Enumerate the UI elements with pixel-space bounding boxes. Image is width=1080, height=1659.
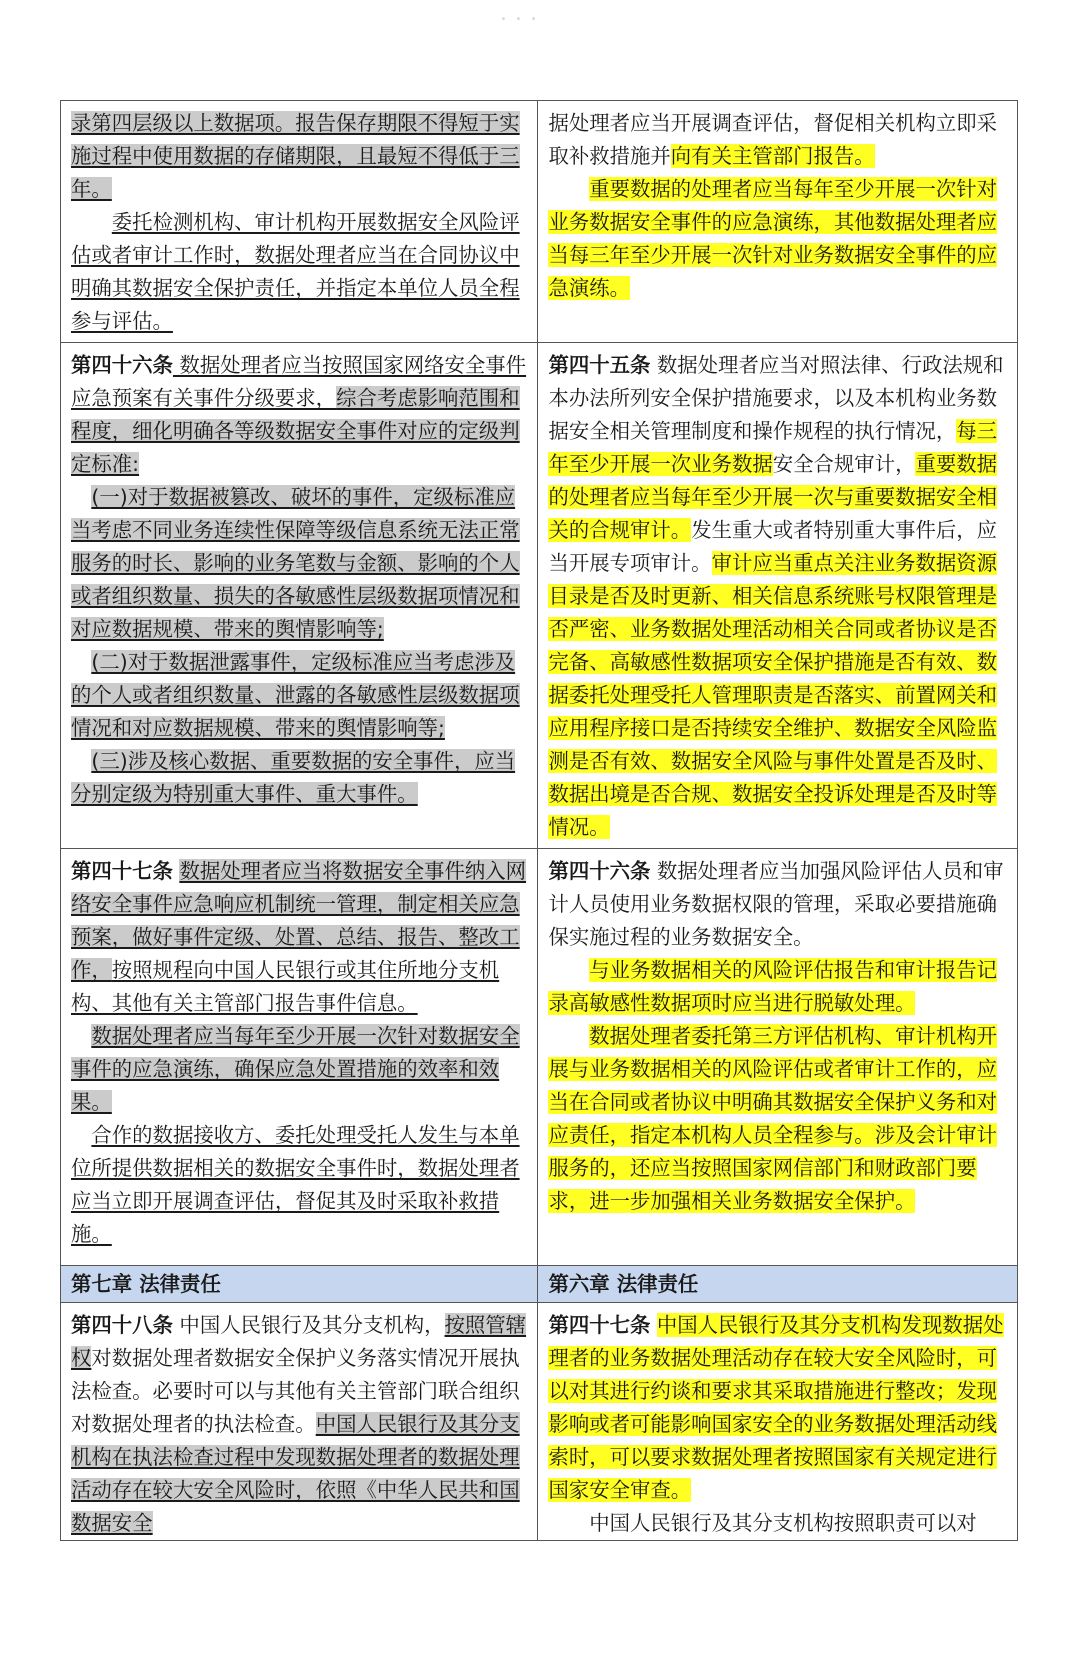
underlined-text: 数据处理者应当按照国家网络安全事件应急预案有关事件分级要求，: [71, 353, 527, 410]
paragraph: [548, 1507, 1007, 1540]
article-number: 第四十五条: [548, 353, 651, 377]
underlined-text: 合作的数据接收方、委托处理受托人发生与本单位所提供数据相关的数据安全事件时，数据处理者应当立即开展调查评估，督促其及时采取补救措施。: [71, 1123, 520, 1246]
text-run: 对数据处理者数据安全保护义务落实情况开展执法检查。必要时可以与其他有关主管部门联合组织对数据处理者的执法检查。: [71, 1346, 520, 1436]
added-text-highlight: 审计应当重点关注业务数据资源目录是否及时更新、相关信息系统账号权限管理是否严密、业务数据处理活动相关合同或者协议是否完备、高敏感性数据项安全保护措施是否有效、数据委托处理受托人管理职责是否落实、前置网关和应用程序接口是否持续安全维护、数据安全风险监测是否有效、数据安全风险与事件处置是否及时、数据出境是否合规、数据安全投诉处理是否及时等情况。: [548, 551, 998, 839]
paragraph: [548, 855, 1007, 954]
deleted-text-highlight: 中国人民银行及其分支机构在执法检查过程中发现数据处理者的数据处理活动存在较大安全风险时，依照《中华人民共和国数据安全: [71, 1412, 520, 1535]
underlined-text: 按照规程向中国人民银行或其住所地分支机构、其他有关主管部门报告事件信息。: [71, 958, 500, 1015]
paragraph: [548, 954, 1007, 1020]
text-run: 安全合规审计，: [772, 452, 916, 476]
paragraph: [548, 107, 1007, 173]
added-text-highlight: 重要数据的处理者应当每年至少开展一次针对业务数据安全事件的应急演练，其他数据处理者应当每三年至少开展一次针对业务数据安全事件的应急演练。: [548, 177, 998, 300]
left-column-cell: [61, 343, 538, 849]
deleted-text-highlight: 综合考虑影响范围和程度，细化明确各等级数据安全事件对应的定级判定标准:: [71, 386, 520, 476]
paragraph: [71, 1119, 527, 1251]
left-column-cell: [61, 101, 538, 343]
article-number: 第四十七条: [548, 1313, 651, 1337]
deleted-text-highlight: (三)涉及核心数据、重要数据的安全事件，应当分别定级为特别重大事件、重大事件。: [71, 749, 516, 806]
added-text-highlight: 向有关主管部门报告。: [670, 144, 875, 168]
paragraph: [71, 1309, 527, 1540]
article-number: 第四十六条: [71, 353, 173, 377]
table-row: [61, 343, 1018, 849]
deleted-text-highlight: 按照管辖权: [71, 1313, 527, 1370]
added-text-highlight: 数据处理者委托第三方评估机构、审计机构开展与业务数据相关的风险评估或者审计工作的，应当在合同或者协议中明确其数据安全保护义务和对应责任，指定本机构人员全程参与。涉及会计审计服务的，还应当按照国家网信部门和财政部门要求，进一步加强相关业务数据安全保护。: [548, 1024, 998, 1213]
right-column-cell: [538, 1303, 1018, 1541]
chapter-title-left: 第七章 法律责任: [61, 1266, 538, 1303]
paragraph: [71, 745, 527, 811]
text-run: 发生重大或者特别重大事件后，应当开展专项审计。: [548, 518, 998, 575]
article-number: 第四十八条: [71, 1313, 173, 1337]
text-run: 据处理者应当开展调查评估，督促相关机构立即采取补救措施并: [548, 111, 998, 168]
table-row: [61, 101, 1018, 343]
deleted-text-highlight: 录第四层级以上数据项。报告保存期限不得短于实施过程中使用数据的存储期限，且最短不得低于三年。: [71, 111, 520, 201]
right-column-cell: [538, 101, 1018, 343]
paragraph: [71, 855, 527, 1020]
table-row: [61, 1303, 1018, 1541]
deleted-text-highlight: (二)对于数据泄露事件，定级标准应当考虑涉及的个人或者组织数量、泄露的各敏感性层级数据项情况和对应数据规模、带来的舆情影响等;: [71, 650, 520, 740]
paragraph: [71, 646, 527, 745]
window-indicator-dots: • • •: [500, 14, 540, 25]
table-row: [61, 849, 1018, 1266]
chapter-title-right: 第六章 法律责任: [538, 1266, 1018, 1303]
added-text-highlight: 与业务数据相关的风险评估报告和审计报告记录高敏感性数据项时应当进行脱敏处理。: [548, 958, 998, 1015]
deleted-text-highlight: (一)对于数据被篡改、破坏的事件，定级标准应当考虑不同业务连续性保障等级信息系统无法正常服务的时长、影响的业务笔数与金额、影响的个人或者组织数量、损失的各敏感性层级数据项情况和对应数据规模、带来的舆情影响等;: [71, 485, 520, 641]
text-run: [650, 1313, 656, 1337]
paragraph: [71, 481, 527, 646]
left-column-cell: [61, 849, 538, 1266]
added-text-highlight: 每三年至少开展一次业务数据: [548, 419, 998, 476]
comparison-table: [60, 100, 1018, 1541]
added-text-highlight: 中国人民银行及其分支机构发现数据处理者的业务数据处理活动存在较大安全风险时，可以对其进行约谈和要求其采取措施进行整改；发现影响或者可能影响国家安全的业务数据处理活动线索时，可以要求数据处理者按照国家有关规定进行国家安全审查。: [548, 1313, 1004, 1502]
left-column-cell: [61, 1303, 538, 1541]
paragraph: [71, 1020, 527, 1119]
underlined-text: 委托检测机构、审计机构开展数据安全风险评估或者审计工作时，数据处理者应当在合同协议中明确其数据安全保护责任，并指定本单位人员全程参与评估。: [71, 210, 520, 333]
text-run: 中国人民银行及其分支机构，: [172, 1313, 445, 1337]
paragraph: [548, 1020, 1007, 1218]
paragraph: [71, 107, 527, 206]
text-run: 数据处理者应当加强风险评估人员和审计人员使用业务数据权限的管理，采取必要措施确保实施过程的业务数据安全。: [548, 859, 1004, 949]
text-run: 中国人民银行及其分支机构按照职责可以对: [589, 1511, 977, 1535]
right-column-cell: [538, 343, 1018, 849]
paragraph: [71, 349, 527, 481]
paragraph: [71, 206, 527, 338]
text-run: 数据处理者应当对照法律、行政法规和本办法所列安全保护措施要求，以及本机构业务数据安全相关管理制度和操作规程的执行情况，: [548, 353, 1004, 443]
added-text-highlight: 重要数据的处理者应当每年至少开展一次与重要数据安全相关的合规审计。: [548, 452, 998, 542]
deleted-text-highlight: 数据处理者应当将数据安全事件纳入网络安全事件应急响应机制统一管理，制定相关应急预案，做好事件定级、处置、总结、报告、整改工作，: [71, 859, 527, 982]
chapter-header-row: [61, 1266, 1018, 1303]
paragraph: [548, 349, 1007, 844]
article-number: 第四十七条: [71, 859, 173, 883]
right-column-cell: [538, 849, 1018, 1266]
deleted-text-highlight: 数据处理者应当每年至少开展一次针对数据安全事件的应急演练，确保应急处置措施的效率和效果。: [71, 1024, 520, 1114]
article-number: 第四十六条: [548, 859, 651, 883]
paragraph: [548, 1309, 1007, 1507]
paragraph: [548, 173, 1007, 305]
